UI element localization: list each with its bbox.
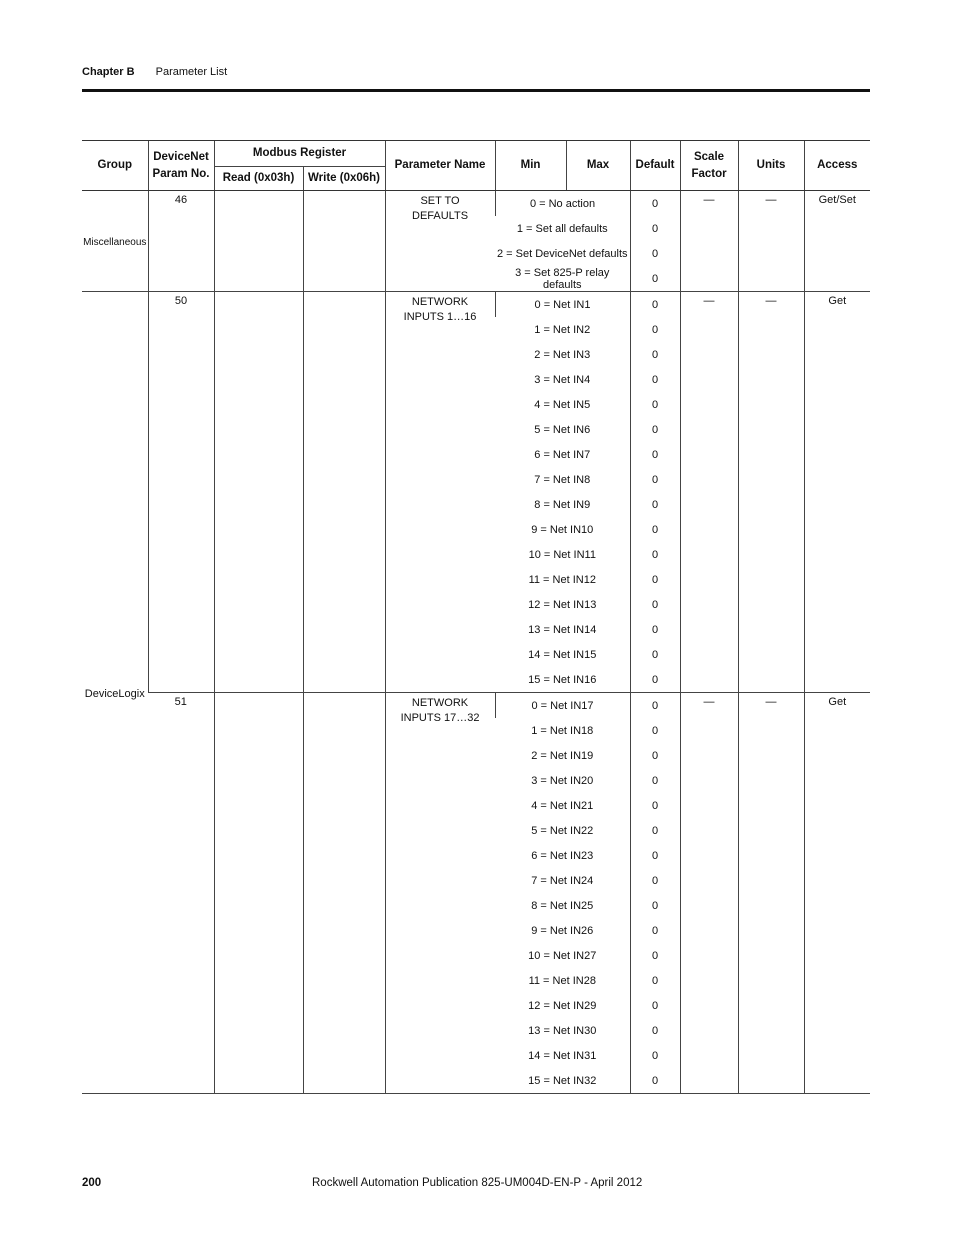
default-value: 0 [630,317,680,342]
col-min: Min [495,141,566,191]
default-value: 0 [630,367,680,392]
modbus-write [303,292,385,693]
default-value: 0 [630,843,680,868]
default-value: 0 [630,1043,680,1068]
col-group: Group [82,141,148,191]
parameter-name: SET TO DEFAULTS [385,191,495,292]
col-modbus: Modbus Register [214,141,385,167]
col-scale: Scale Factor [680,141,738,191]
default-value: 0 [630,617,680,642]
default-value: 0 [630,492,680,517]
default-value: 0 [630,392,680,417]
option-value: 3 = Net IN20 [531,774,594,787]
default-value: 0 [630,768,680,793]
option-value: 5 = Net IN6 [534,423,591,436]
option-value: 4 = Net IN21 [531,799,594,812]
option-value: 9 = Net IN10 [531,523,594,536]
option-value: 1 = Net IN2 [534,323,591,336]
modbus-read [214,191,303,292]
default-value: 0 [630,743,680,768]
col-units: Units [738,141,804,191]
default-value: 0 [630,718,680,743]
option-value: 0 = No action [495,191,630,217]
default-value: 0 [630,918,680,943]
parameter-name: NETWORK INPUTS 17…32 [385,693,495,1094]
default-value: 0 [630,693,680,719]
option-value: 7 = Net IN24 [531,874,594,887]
option-value: 2 = Net IN19 [531,749,594,762]
scale-value: — [680,191,738,292]
option-value: 6 = Net IN23 [531,849,594,862]
devicenet-param-no: 51 [148,693,214,1094]
default-value: 0 [630,266,680,292]
default-value: 0 [630,342,680,367]
default-value: 0 [630,793,680,818]
default-value: 0 [630,292,680,318]
option-value: 5 = Net IN22 [531,824,594,837]
option-value: 0 = Net IN1 [495,292,630,318]
default-value: 0 [630,216,680,241]
default-value: 0 [630,442,680,467]
default-value: 0 [630,893,680,918]
default-value: 0 [630,943,680,968]
modbus-write [303,693,385,1094]
default-value: 0 [630,567,680,592]
option-value: 2 = Net IN3 [534,348,591,361]
modbus-write [303,191,385,292]
col-read: Read (0x03h) [214,167,303,191]
option-value: 12 = Net IN13 [528,598,597,611]
units-value: — [738,693,804,1094]
units-value: — [738,292,804,693]
default-value: 0 [630,517,680,542]
default-value: 0 [630,467,680,492]
access-value: Get [804,292,870,693]
option-value: 6 = Net IN7 [534,448,591,461]
default-value: 0 [630,818,680,843]
option-value: 3 = Net IN4 [534,373,591,386]
option-value: 10 = Net IN27 [528,949,597,962]
option-value: 15 = Net IN16 [495,667,630,693]
option-value: 1 = Set all defaults [516,222,608,235]
default-value: 0 [630,542,680,567]
access-value: Get [804,693,870,1094]
default-value: 0 [630,592,680,617]
col-devicenet: DeviceNet Param No. [148,141,214,191]
option-value: 3 = Set 825-P relay defaults [495,266,630,292]
col-default: Default [630,141,680,191]
option-value: 13 = Net IN30 [528,1024,597,1037]
default-value: 0 [630,417,680,442]
group-cell: DeviceLogix [82,292,148,1094]
default-value: 0 [630,642,680,667]
devicenet-param-no: 50 [148,292,214,693]
scale-value: — [680,693,738,1094]
publication-info: Rockwell Automation Publication 825-UM004D-EN-P - April 2012 [312,1177,643,1189]
col-max: Max [566,141,630,191]
default-value: 0 [630,868,680,893]
table-row [82,693,870,719]
col-param-name: Parameter Name [385,141,495,191]
option-value: 9 = Net IN26 [531,924,594,937]
modbus-read [214,292,303,693]
option-value: 7 = Net IN8 [534,473,591,486]
option-value: 2 = Set DeviceNet defaults [496,247,628,260]
section-title: Parameter List [155,66,228,78]
modbus-read [214,693,303,1094]
devicenet-param-no: 46 [148,191,214,292]
option-value: 14 = Net IN15 [528,648,597,661]
default-value: 0 [630,241,680,266]
default-value: 0 [630,993,680,1018]
default-value: 0 [630,1068,680,1094]
page-number: 200 [82,1177,102,1189]
option-value: 8 = Net IN9 [534,498,591,511]
parameter-name: NETWORK INPUTS 1…16 [385,292,495,693]
option-value: 0 = Net IN17 [495,693,630,719]
running-header [82,66,227,78]
header-rule [82,89,870,92]
table-row [82,191,870,217]
default-value: 0 [630,968,680,993]
option-value: 11 = Net IN28 [528,974,596,987]
option-value: 15 = Net IN32 [495,1068,630,1094]
default-value: 0 [630,667,680,693]
col-write: Write (0x06h) [303,167,385,191]
col-access: Access [804,141,870,191]
option-value: 4 = Net IN5 [534,398,591,411]
option-value: 10 = Net IN11 [528,548,596,561]
scale-value: — [680,292,738,693]
option-value: 13 = Net IN14 [528,623,597,636]
chapter-label: Chapter B [82,66,135,78]
option-value: 8 = Net IN25 [531,899,594,912]
group-cell: Miscellaneous [82,191,148,292]
option-value: 12 = Net IN29 [528,999,597,1012]
parameter-table [82,140,870,1094]
table-row [82,292,870,318]
default-value: 0 [630,1018,680,1043]
option-value: 1 = Net IN18 [531,724,594,737]
units-value: — [738,191,804,292]
option-value: 11 = Net IN12 [528,573,596,586]
access-value: Get/Set [804,191,870,292]
default-value: 0 [630,191,680,217]
option-value: 14 = Net IN31 [528,1049,597,1062]
